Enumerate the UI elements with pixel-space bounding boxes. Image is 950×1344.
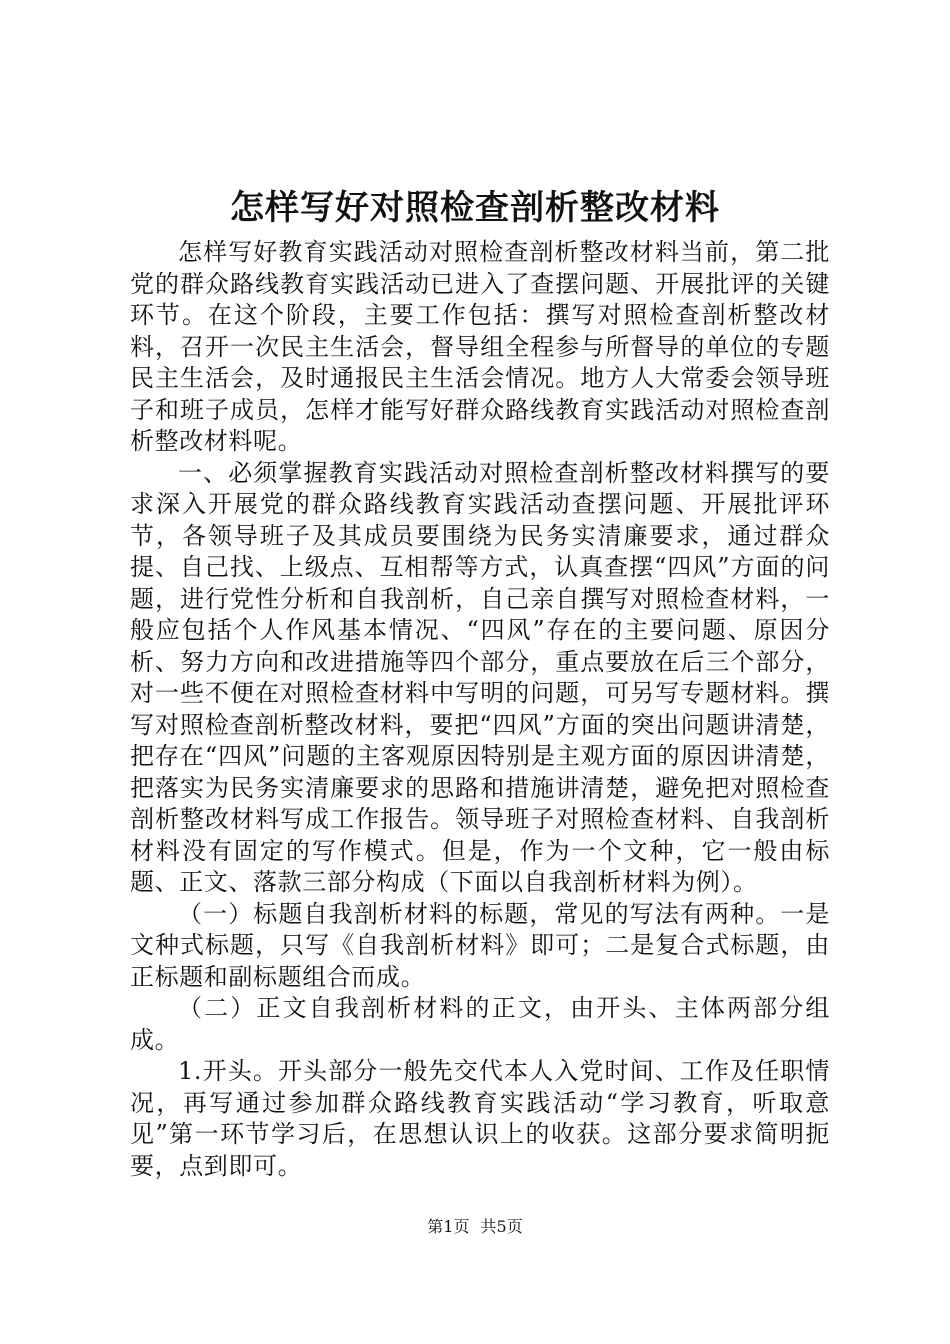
paragraph-opening: 1.开头。开头部分一般先交代本人入党时间、工作及任职情况，再写通过参加群众路线教育实践活动“学习教育，听取意见”第一环节学习后，在思想认识上的收获。这部分要求简明扼要，点到即可。: [130, 1057, 830, 1180]
paragraph-intro: 怎样写好教育实践活动对照检查剖析整改材料当前，第二批党的群众路线教育实践活动已进入了查摆问题、开展批评的关键环节。在这个阶段，主要工作包括：撰写对照检查剖析整改材料，召开一次民主生活会，督导组全程参与所督导的单位的专题民主生活会，及时通报民主生活会情况。地方人大常委会领导班子和班子成员，怎样才能写好群众路线教育实践活动对照检查剖析整改材料呢。: [130, 238, 830, 455]
paragraph-body-section: （二）正文自我剖析材料的正文，由开头、主体两部分组成。: [130, 994, 830, 1054]
paragraph-title-section: （一）标题自我剖析材料的标题，常见的写法有两种。一是文种式标题，只写《自我剖析材料》即可；二是复合式标题，由正标题和副标题组合而成。: [130, 899, 830, 991]
document-body: [130, 237, 830, 1182]
page-title: 怎样写好对照检查剖析整改材料: [230, 188, 720, 228]
page-number: 第1页: [427, 1217, 470, 1236]
page-footer: [0, 1215, 950, 1239]
paragraph-section-one: 一、必须掌握教育实践活动对照检查剖析整改材料撰写的要求深入开展党的群众路线教育实践活动查摆问题、开展批评环节，各领导班子及其成员要围绕为民务实清廉要求，通过群众提、自己找、上级点、互相帮等方式，认真查摆“四风”方面的问题，进行党性分析和自我剖析，自己亲自撰写对照检查材料，一般应包括个人作风基本情况、“四风”存在的主要问题、原因分析、努力方向和改进措施等四个部分，重点要放在后三个部分，对一些不便在对照检查材料中写明的问题，可另写专题材料。撰写对照检查剖析整改材料，要把“四风”方面的突出问题讲清楚，把存在“四风”问题的主客观原因特别是主观方面的原因讲清楚，把落实为民务实清廉要求的思路和措施讲清楚，避免把对照检查剖析整改材料写成工作报告。领导班子对照检查材料、自我剖析材料没有固定的写作模式。但是，作为一个文种，它一般由标题、正文、落款三部分构成（下面以自我剖析材料为例）。: [130, 458, 830, 896]
page-total: 共5页: [480, 1217, 523, 1236]
